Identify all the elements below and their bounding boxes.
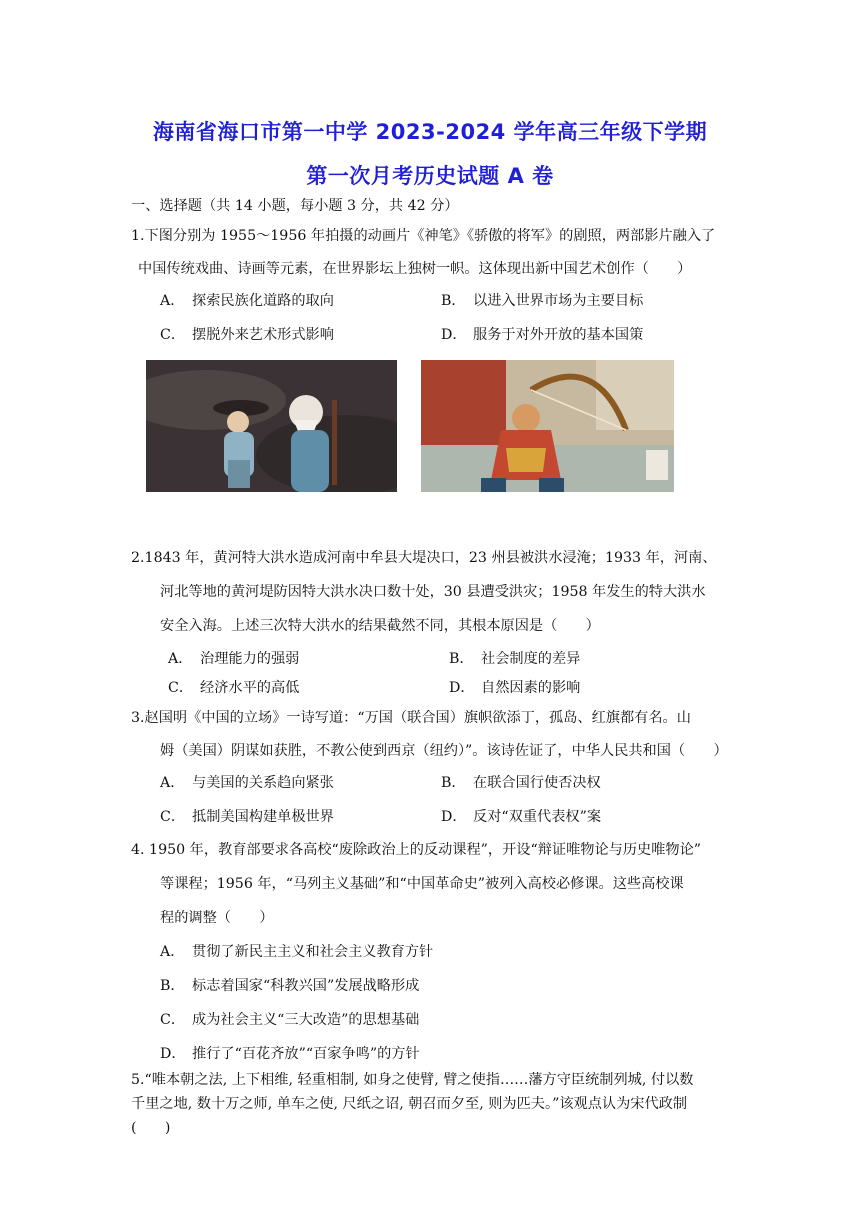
q2-stem-line1: 2.1843 年，黄河特大洪水造成河南中牟县大堤决口，23 州县被洪水浸淹；1933 年，河南、 <box>131 550 717 566</box>
page-title-line1: 海南省海口市第一中学 2023-2024 学年高三年级下学期 <box>152 120 708 144</box>
q4-option-c: C． 成为社会主义“三大改造”的思想基础 <box>160 1012 420 1028</box>
section-heading: 一、选择题（共 14 小题，每小题 3 分，共 42 分） <box>131 198 459 214</box>
q4-option-d: D． 推行了“百花齐放”“百家争鸣”的方针 <box>160 1046 420 1062</box>
q1-stem-line1: 1.下图分别为 1955～1956 年拍摄的动画片《神笔》《骄傲的将军》的剧照，两部影片融入了 <box>131 228 716 244</box>
film-still-shenbi <box>146 360 397 492</box>
page-title-line2: 第一次月考历史试题 A 卷 <box>306 164 554 188</box>
q1-stem-line2: 中国传统戏曲、诗画等元素，在世界影坛上独树一帜。这体现出新中国艺术创作（ ） <box>138 261 692 277</box>
q2-option-d: D． 自然因素的影响 <box>449 680 581 696</box>
q2-option-a: A． 治理能力的强弱 <box>168 651 300 667</box>
q2-option-c: C． 经济水平的高低 <box>168 680 300 696</box>
q3-stem-line2: 姆（美国）阴谋如获胜，不教公使到西京（纽约）”。该诗佐证了，中华人民共和国（ ） <box>160 743 728 759</box>
q3-option-b: B． 在联合国行使否决权 <box>441 775 601 791</box>
q1-option-c: C． 摆脱外来艺术形式影响 <box>160 327 334 343</box>
q1-option-d: D． 服务于对外开放的基本国策 <box>441 327 644 343</box>
q2-stem-line3: 安全入海。上述三次特大洪水的结果截然不同，其根本原因是（ ） <box>160 618 600 634</box>
q1-option-a: A． 探索民族化道路的取向 <box>160 293 334 309</box>
q5-stem-line1: 5.“唯本朝之法, 上下相维, 轻重相制, 如身之使臂, 臂之使指……藩方守臣统制列城, 付以数 <box>131 1072 694 1088</box>
q3-option-a: A． 与美国的关系趋向紧张 <box>160 775 334 791</box>
q2-stem-line2: 河北等地的黄河堤防因特大洪水决口数十处，30 县遭受洪灾；1958 年发生的特大洪水 <box>160 584 706 600</box>
q4-option-a: A． 贯彻了新民主主义和社会主义教育方针 <box>160 944 434 960</box>
q3-option-d: D． 反对“双重代表权”案 <box>441 809 602 825</box>
q5-stem-line2: 千里之地, 数十万之师, 单车之使, 尺纸之诏, 朝召而夕至, 则为匹夫。”该观点认为宋代政制 <box>131 1096 688 1112</box>
q3-option-c: C． 抵制美国构建单极世界 <box>160 809 334 825</box>
q4-option-b: B． 标志着国家“科教兴国”发展战略形成 <box>160 978 420 994</box>
q4-stem-line3: 程的调整（ ） <box>160 910 274 926</box>
q4-stem-line2: 等课程；1956 年，“马列主义基础”和“中国革命史”被列入高校必修课。这些高校课 <box>160 876 684 892</box>
q2-option-b: B． 社会制度的差异 <box>449 651 581 667</box>
q1-option-b: B． 以进入世界市场为主要目标 <box>441 293 644 309</box>
film-still-proud-general <box>421 360 674 492</box>
q4-stem-line1: 4. 1950 年，教育部要求各高校“废除政治上的反动课程”，开设“辩证唯物论与历史唯物论” <box>131 842 702 858</box>
q3-stem-line1: 3.赵国明《中国的立场》一诗写道：“万国（联合国）旗帜欲添丁，孤岛、红旗都有名。山 <box>131 710 691 726</box>
q5-stem-line3: ( ) <box>131 1120 171 1136</box>
